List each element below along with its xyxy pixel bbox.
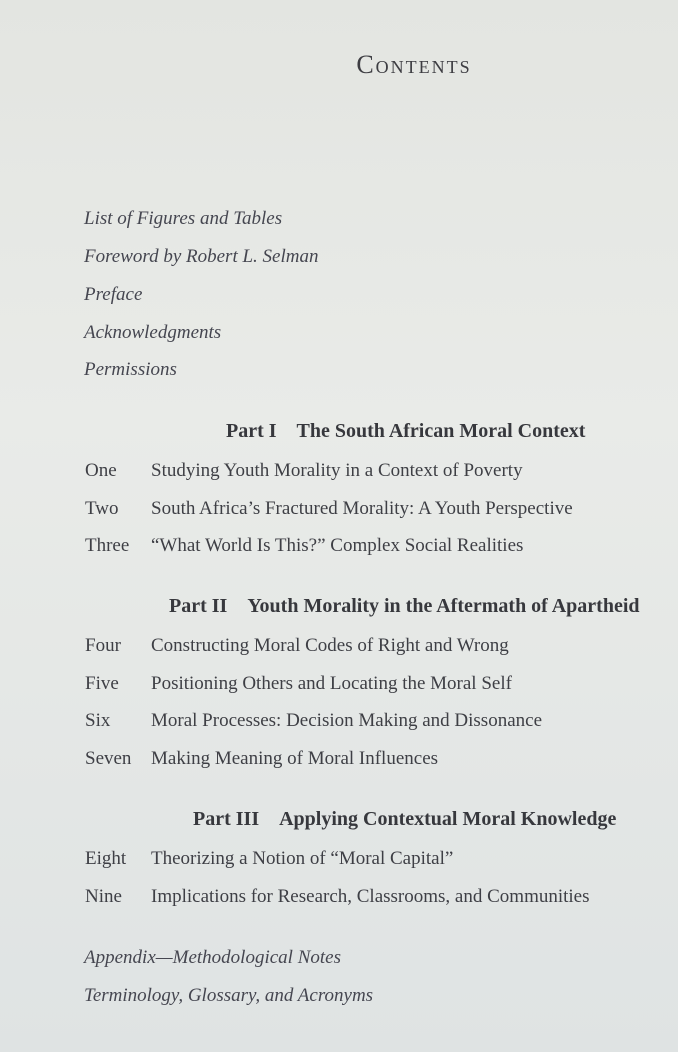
chapter-title: Studying Youth Morality in a Context of Poverty [151,460,523,481]
chapter-number: Two [85,498,119,519]
chapter-entry [85,710,542,732]
front-matter-item: Preface [84,284,143,305]
front-matter-item: Permissions [84,359,177,380]
chapter-number: Nine [85,886,122,907]
chapter-entry [85,886,590,908]
chapter-title: Constructing Moral Codes of Right and Wrong [151,635,509,656]
chapter-entry [85,460,523,482]
front-matter-item: Foreword by Robert L. Selman [84,246,319,267]
chapter-number: One [85,460,117,481]
part-heading [169,595,640,618]
chapter-number: Seven [85,748,132,769]
page-title: Contents [356,50,472,79]
chapter-title: Implications for Research, Classrooms, and Communities [151,886,590,907]
part-number: Part I [226,420,277,442]
chapter-title: South Africa’s Fractured Morality: A Youth Perspective [151,498,573,519]
part-number: Part II [169,595,228,617]
chapter-title: Theorizing a Notion of “Moral Capital” [151,848,454,869]
front-matter-item: List of Figures and Tables [84,208,283,229]
chapter-title: “What World Is This?” Complex Social Realities [151,535,524,556]
back-matter-item: Terminology, Glossary, and Acronyms [84,985,374,1006]
chapter-entry [85,535,523,557]
chapter-number: Six [85,710,111,731]
chapter-entry [85,848,453,870]
part-title: Youth Morality in the Aftermath of Apartheid [247,595,640,617]
back-matter-item: Appendix—Methodological Notes [84,947,341,968]
part-heading [226,420,585,443]
chapter-title: Making Meaning of Moral Influences [151,748,439,769]
chapter-entry [85,498,573,520]
part-title: Applying Contextual Moral Knowledge [279,808,617,830]
chapter-title: Moral Processes: Decision Making and Dissonance [151,710,543,731]
chapter-number: Three [85,535,130,556]
part-title: The South African Moral Context [296,420,586,442]
chapter-number: Eight [85,848,127,869]
chapter-entry [85,673,512,695]
front-matter-item: Acknowledgments [84,322,222,343]
part-number: Part III [193,808,260,830]
chapter-number: Four [85,635,121,656]
chapter-title: Positioning Others and Locating the Moral Self [151,673,512,694]
part-heading [193,808,616,831]
chapter-entry [85,748,438,770]
chapter-number: Five [85,673,119,694]
chapter-entry [85,635,509,657]
